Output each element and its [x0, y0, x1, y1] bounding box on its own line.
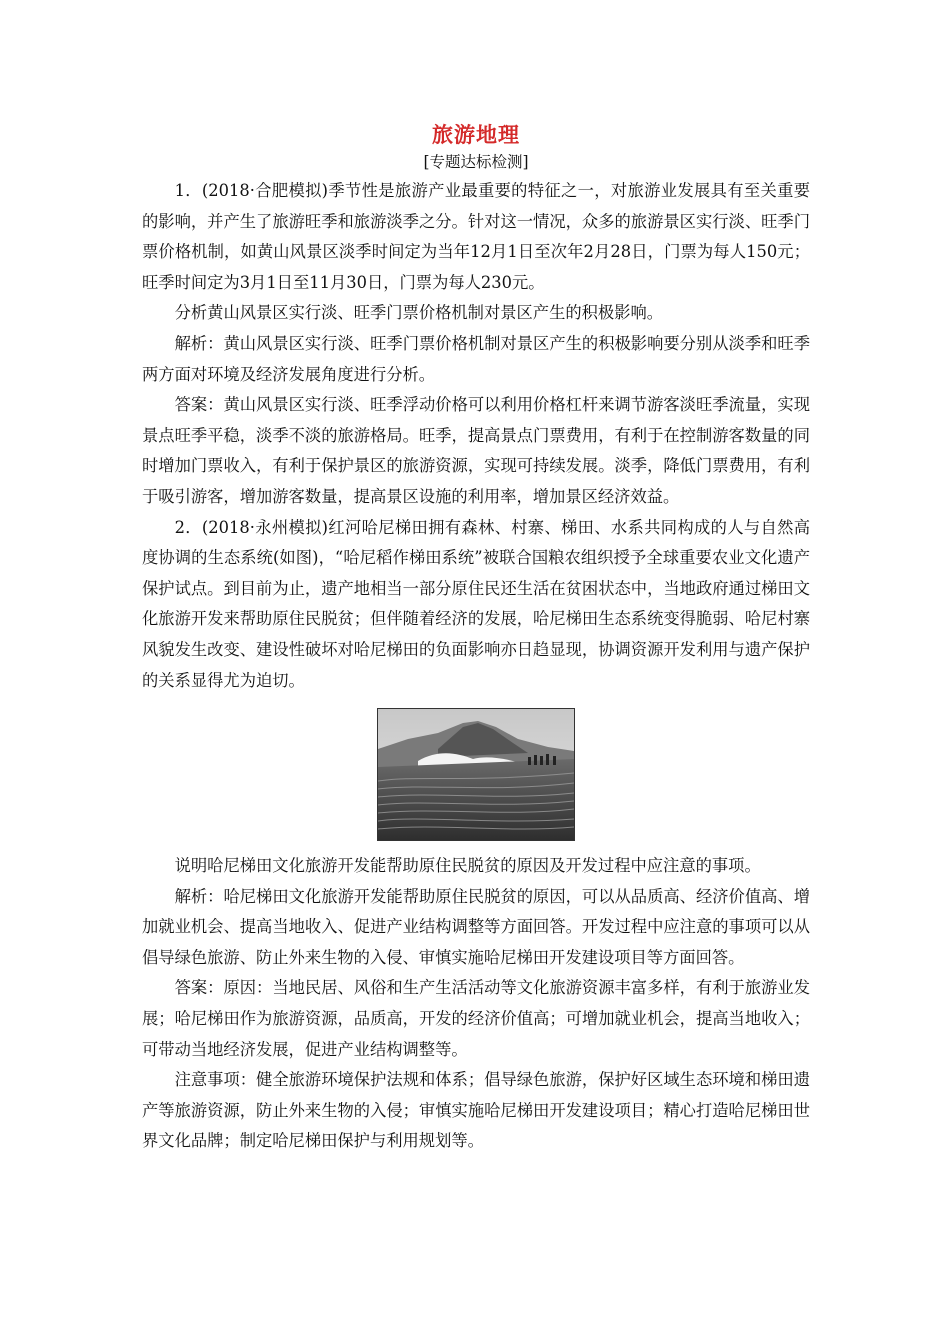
question-1-analysis: 解析：黄山风景区实行淡、旺季门票价格机制对景区产生的积极影响要分别从淡季和旺季两方面对环境及经济发展角度进行分析。 — [142, 333, 810, 384]
question-2-answer: 答案：原因：当地民居、风俗和生产生活活动等文化旅游资源丰富多样，有利于旅游业发展；哈尼梯田作为旅游资源，品质高，开发的经济价值高；可增加就业机会，提高当地收入；可带动当地经济发展，促进产业结构调整等。 — [142, 978, 810, 1059]
page-subtitle: [专题达标检测] — [423, 153, 529, 171]
question-1-answer: 答案：黄山风景区实行淡、旺季浮动价格可以利用价格杠杆来调节游客淡旺季流量，实现景点旺季平稳，淡季不淡的旅游格局。旺季，提高景点门票费用，有利于在控制游客数量的同时增加门票收入，有利于保护景区的旅游资源，实现可持续发展。淡季，降低门票费用，有利于吸引游客，增加游客数量，提高景区设施的利用率，增加景区经济效益。 — [142, 395, 810, 506]
document-page — [142, 120, 810, 1157]
page-title: 旅游地理 — [432, 122, 520, 147]
question-1-stem: 1．(2018·合肥模拟)季节性是旅游产业最重要的特征之一，对旅游业发展具有至关重要的影响，并产生了旅游旺季和旅游淡季之分。针对这一情况，众多的旅游景区实行淡、旺季门票价格机制，如黄山风景区淡季时间定为当年12月1日至次年2月28日，门票为每人150元；旺季时间定为3月1日至11月30日，门票为每人230元。 — [142, 181, 810, 292]
question-2-prompt: 说明哈尼梯田文化旅游开发能帮助原住民脱贫的原因及开发过程中应注意的事项。 — [174, 856, 761, 876]
question-2-notes: 注意事项：健全旅游环境保护法规和体系；倡导绿色旅游，保护好区域生态环境和梯田遗产等旅游资源，防止外来生物的入侵；审慎实施哈尼梯田开发建设项目；精心打造哈尼梯田世界文化品牌；制定哈尼梯田保护与利用规划等。 — [142, 1070, 810, 1151]
question-2-stem: 2．(2018·永州模拟)红河哈尼梯田拥有森林、村寨、梯田、水系共同构成的人与自然高度协调的生态系统(如图)，“哈尼稻作梯田系统”被联合国粮农组织授予全球重要农业文化遗产保护试点。到目前为止，遗产地相当一部分原住民还生活在贫困状态中，当地政府通过梯田文化旅游开发来帮助原住民脱贫；但伴随着经济的发展，哈尼梯田生态系统变得脆弱、哈尼村寨风貌发生改变、建设性破坏对哈尼梯田的负面影响亦日趋显现，协调资源开发利用与遗产保护的关系显得尤为迫切。 — [142, 517, 810, 690]
terraced-fields-photo — [377, 708, 575, 841]
question-2-analysis: 解析：哈尼梯田文化旅游开发能帮助原住民脱贫的原因，可以从品质高、经济价值高、增加就业机会、提高当地收入、促进产业结构调整等方面回答。开发过程中应注意的事项可以从倡导绿色旅游、防止外来生物的入侵、审慎实施哈尼梯田开发建设项目等方面回答。 — [142, 886, 810, 967]
question-1-prompt: 分析黄山风景区实行淡、旺季门票价格机制对景区产生的积极影响。 — [174, 303, 664, 323]
